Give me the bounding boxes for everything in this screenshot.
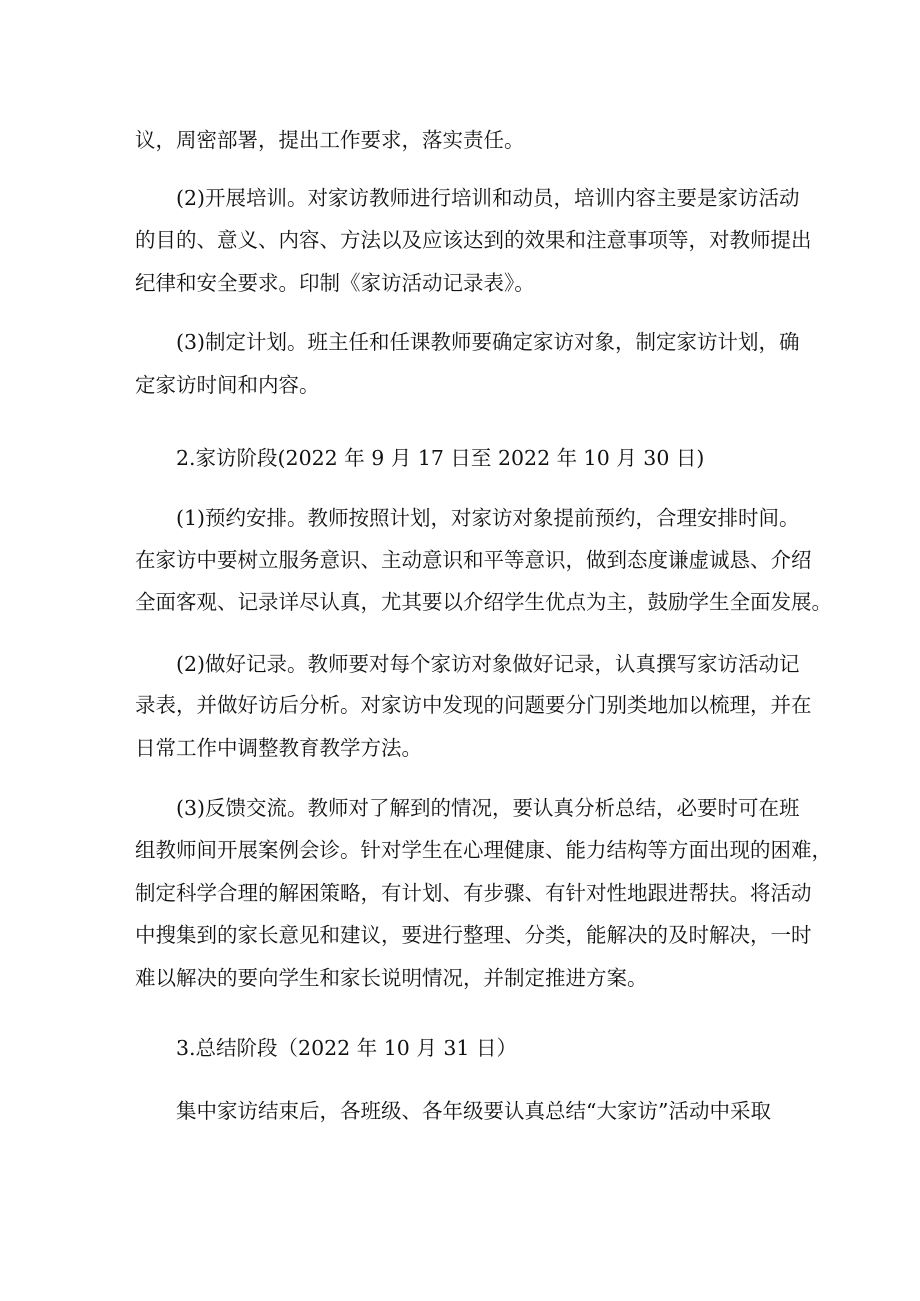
section-heading: 2.家访阶段(2022 年 9 月 17 日至 2022 年 10 月 30 日) <box>176 446 705 470</box>
text-line: (1)预约安排。教师按照计划，对家访对象提前预约，合理安排时间。 <box>176 506 800 530</box>
text-line: 组教师间开展案例会诊。针对学生在心理健康、能力结构等方面出现的困难， <box>135 838 832 862</box>
text-line: 定家访时间和内容。 <box>135 373 320 397</box>
text-line: 纪律和安全要求。印制《家访活动记录表》。 <box>135 271 535 295</box>
text-line: 日常工作中调整教育教学方法。 <box>135 736 422 760</box>
text-line: (3)制定计划。班主任和任课教师要确定家访对象，制定家访计划，确 <box>176 330 800 354</box>
text-line: 中搜集到的家长意见和建议，要进行整理、分类，能解决的及时解决，一时 <box>135 923 812 947</box>
text-line: 录表，并做好访后分析。对家访中发现的问题要分门别类地加以梳理，并在 <box>135 693 812 717</box>
text-line: (2)开展培训。对家访教师进行培训和动员，培训内容主要是家访活动 <box>176 186 800 210</box>
text-line: 难以解决的要向学生和家长说明情况，并制定推进方案。 <box>135 966 648 990</box>
text-line: 在家访中要树立服务意识、主动意识和平等意识，做到态度谦虚诚恳、介绍 <box>135 548 812 572</box>
text-line: 的目的、意义、内容、方法以及应该达到的效果和注意事项等，对教师提出 <box>135 228 812 252</box>
text-line: 全面客观、记录详尽认真，尤其要以介绍学生优点为主，鼓励学生全面发展。 <box>135 590 832 614</box>
text-line: 议，周密部署，提出工作要求，落实责任。 <box>135 128 525 152</box>
text-line: (2)做好记录。教师要对每个家访对象做好记录，认真撰写家访活动记 <box>176 652 800 676</box>
text-line: (3)反馈交流。教师对了解到的情况，要认真分析总结，必要时可在班 <box>176 796 800 820</box>
text-line: 制定科学合理的解困策略，有计划、有步骤、有针对性地跟进帮扶。将活动 <box>135 881 812 905</box>
section-heading: 3.总结阶段（2022 年 10 月 31 日） <box>176 1036 517 1060</box>
text-line: 集中家访结束后，各班级、各年级要认真总结“大家访”活动中采取 <box>176 1099 771 1123</box>
